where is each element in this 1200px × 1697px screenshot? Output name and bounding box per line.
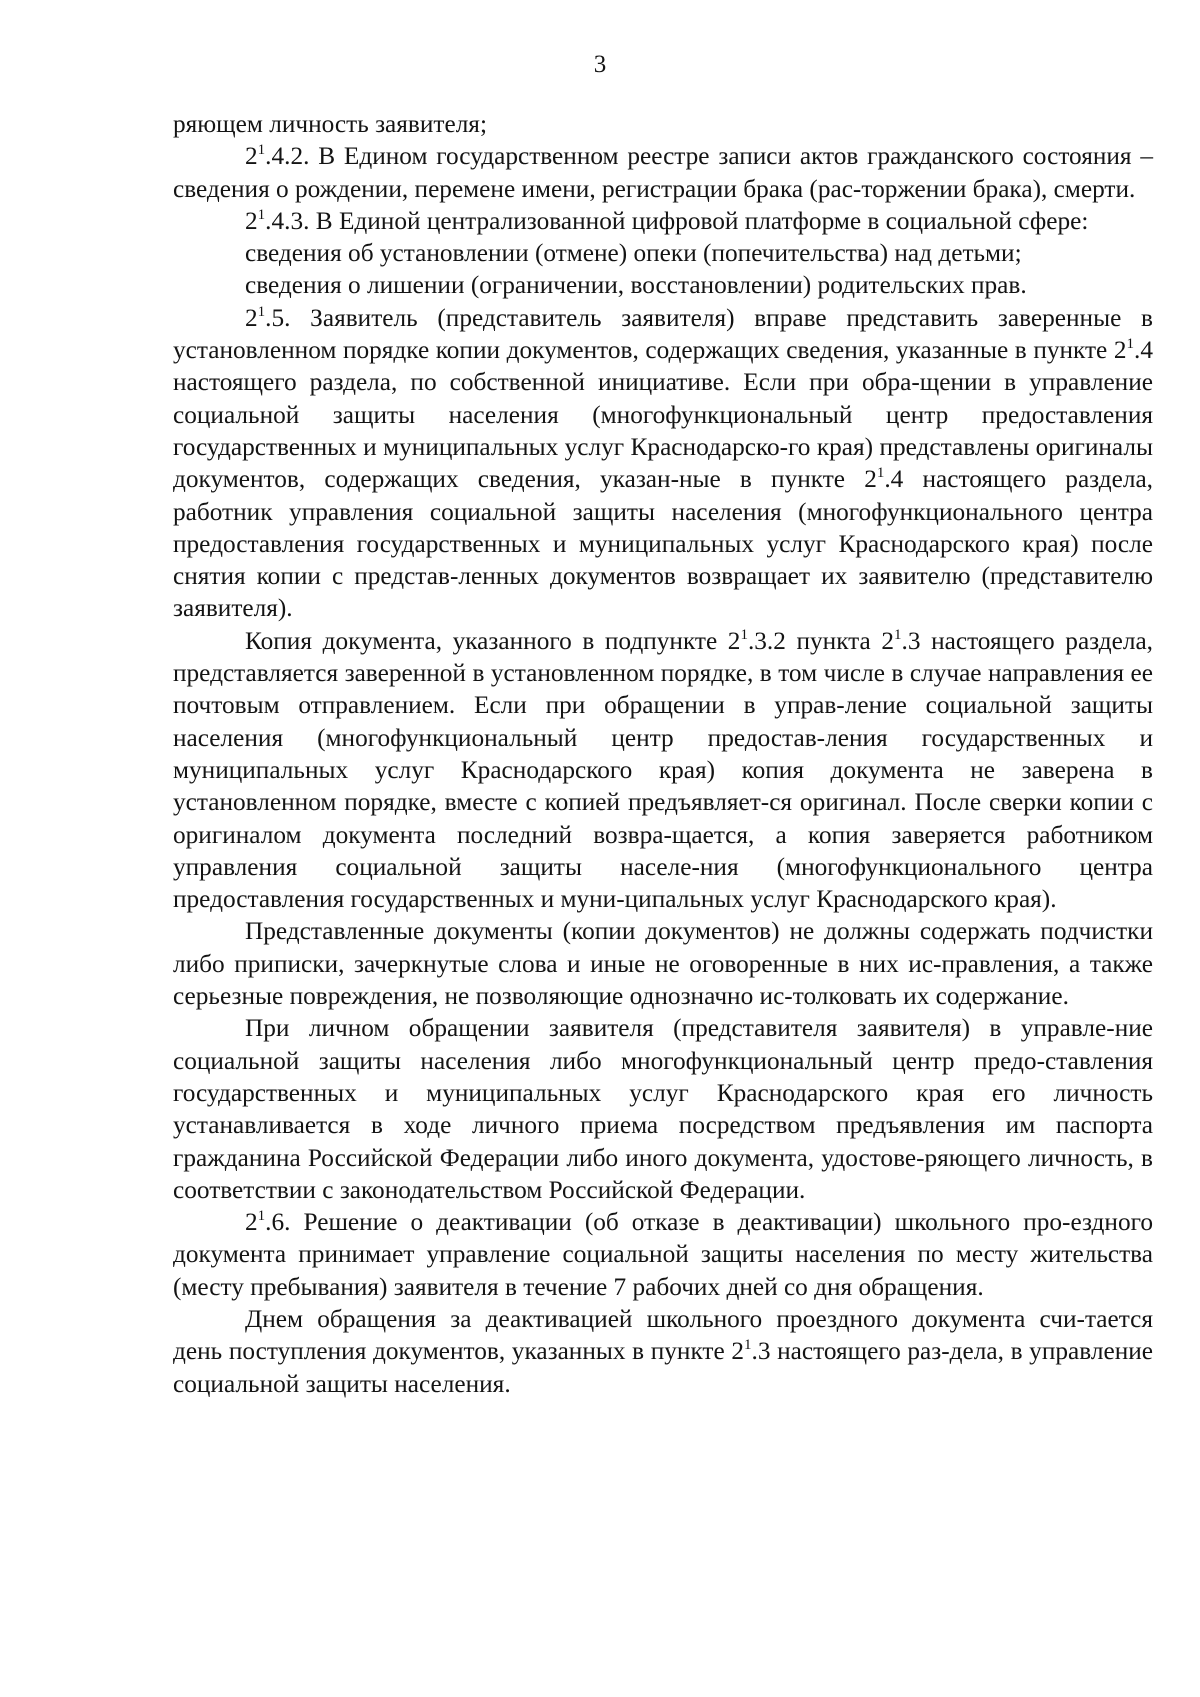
paragraph-2-1-4-2: $2^1.4.2$. В Едином государственном реестре записи актов гражданского состояния – сведения о рождении, перемене имени, регистрации брака (рас-торжении брака), смерти. — [173, 142, 1153, 203]
paragraph-parental-rights: сведения о лишении (ограничении, восстановлении) родительских прав. — [245, 271, 1027, 300]
document-text — [173, 108, 1153, 1400]
paragraph-application-day: Днем обращения за деактивацией школьного проездного документа счи-тается день поступления документов, указанных в пункте $2^1.3$ настоящего раз-дела, в управление социальной защиты населения. — [173, 1304, 1153, 1398]
paragraph-guardianship: сведения об установлении (отмене) опеки (попечительства) над детьми; — [245, 239, 1022, 268]
paragraph-continuation: ряющем личность заявителя; — [173, 110, 487, 138]
paragraph-document-requirements: Представленные документы (копии документов) не должны содержать подчистки либо приписки, зачеркнутые слова и иные не оговоренные в них ис-правления, а также серьезные повреждения, не позволяющие однозначно ис-толковать их содержание. — [173, 917, 1153, 1011]
paragraph-2-1-6: $2^1.6$. Решение о деактивации (об отказе в деактивации) школьного про-ездного документа принимает управление социальной защиты населения по месту жительства (месту пребывания) заявителя в течение 7 рабочих дней со дня обращения. — [173, 1208, 1153, 1301]
page-number: 3 — [593, 51, 607, 78]
paragraph-personal-visit: При личном обращении заявителя (представителя заявителя) в управле-ние социальной защиты населения либо многофункциональный центр предо-ставления государственных и муниципальных услуг Краснодарского края его личность устанавливается в ходе личного приема посредством предъявления им паспорта гражданина Российской Федерации либо иного документа, удостове-ряющего личность, в соответствии с законодательством Российской Федерации. — [173, 1014, 1153, 1204]
paragraph-2-1-5: $2^1.5$. Заявитель (представитель заявителя) вправе представить заверенные в установленном порядке копии документов, содержащих сведения, указанные в пункте $2^1.4$ настоящего раздела, по собственной инициативе. Если при обра-щении в управление социальной защиты населения (многофункциональный центр предоставления государственных и муниципальных услуг Краснодарско-го края) представлены оригиналы документов, содержащих сведения, указан-ные в пункте $2^1.4$ настоящего раздела, работник управления социальной защиты населения (многофункционального центра предоставления государственных и муниципальных услуг Краснодарского края) после снятия копии с представ-ленных документов возвращает их заявителю (представителю заявителя). — [173, 303, 1153, 623]
paragraph-2-1-4-3: $2^1.4.3$. В Единой централизованной цифровой платформе в социальной сфере: — [245, 206, 1089, 235]
paragraph-document-copy: Копия документа, указанного в подпункте $2^1.3.2$ пункта $2^1.3$ настоящего раздела, представляется заверенной в установленном порядке, в том числе в случае направления ее почтовым отправлением. Если при обращении в управ-ление социальной защиты населения (многофункциональный центр предостав-ления государственных и муниципальных услуг Краснодарского края) копия документа не заверена в установленном порядке, вместе с копией предъявляет-ся оригинал. После сверки копии с оригиналом документа последний возвра-щается, а копия заверяется работником управления социальной защиты населе-ния (многофункционального центра предоставления государственных и муни-ципальных услуг Краснодарского края). — [173, 626, 1153, 914]
